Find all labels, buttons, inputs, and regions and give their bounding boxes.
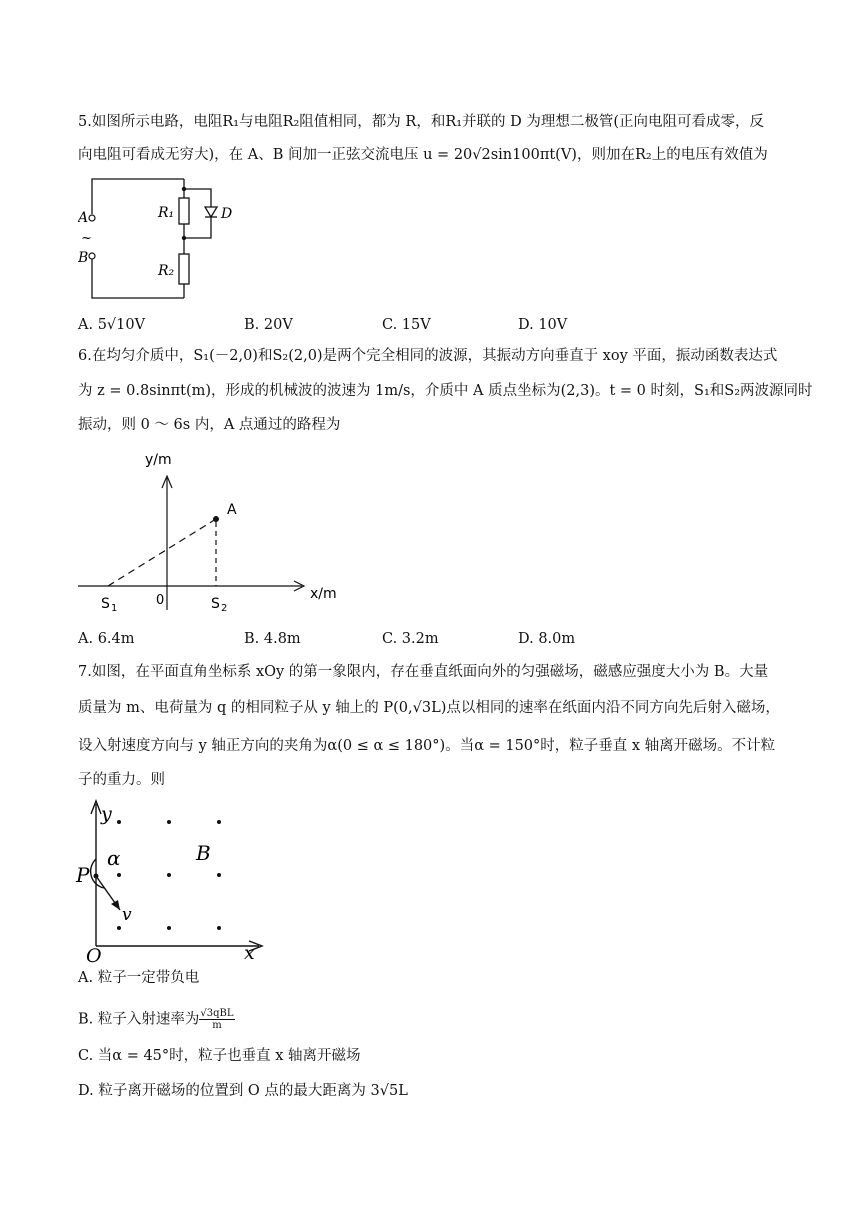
field-b-label: B (196, 841, 211, 865)
q5-option-a: A. 5√10V (78, 317, 146, 333)
velocity-label: v (122, 905, 132, 925)
fraction-numerator: √3qBL (200, 1008, 234, 1019)
y-axis-label: y/m (145, 452, 172, 468)
q6-option-b: B. 4.8m (244, 631, 301, 647)
q6-coordinate-figure (70, 448, 360, 618)
q7-stem-line2: 质量为 m、电荷量为 q 的相同粒子从 y 轴上的 P(0,√3L)点以相同的速率在纸面内沿不同方向先后射入磁场， (78, 700, 780, 716)
q5-option-c: C. 15V (382, 317, 431, 333)
x-axis-label: x/m (310, 586, 337, 602)
q7-stem-line1: 7.如图，在平面直角坐标系 xOy 的第一象限内，存在垂直纸面向外的匀强磁场，磁感应强度大小为 B。大量 (78, 664, 769, 680)
label-R2: R₂ (158, 263, 175, 279)
q7-magnetic-field-figure (74, 796, 274, 966)
q7-option-b-fraction (199, 1008, 234, 1031)
s1-subscript: 1 (111, 603, 118, 614)
label-R1: R₁ (158, 205, 175, 221)
fraction-denominator: m (212, 1020, 222, 1031)
q7-option-d: D. 粒子离开磁场的位置到 O 点的最大距离为 3√5L (78, 1083, 408, 1099)
q6-stem-line2: 为 z = 0.8sinπt(m)，形成的机械波的波速为 1m/s，介质中 A 质点坐标为(2,3)。t = 0 时刻，S₁和S₂两波源同时 (78, 383, 813, 399)
label-B: B (78, 250, 89, 266)
q5-stem-line1: 5.如图所示电路，电阻R₁与电阻R₂阻值相同，都为 R，和R₁并联的 D 为理想二极管(正向电阻可看成零，反 (78, 114, 765, 130)
q7-option-b-text: B. 粒子入射速率为 (78, 1011, 200, 1028)
x-label: x (244, 942, 255, 964)
q5-option-d: D. 10V (518, 317, 568, 333)
q5-stem-line2: 向电阻可看成无穷大)，在 A、B 间加一正弦交流电压 u = 20√2sin100πt(V)，则加在R₂上的电压有效值为 (78, 147, 768, 163)
q6-option-a: A. 6.4m (78, 631, 135, 647)
q6-stem-line1: 6.在均匀介质中，S₁(－2,0)和S₂(2,0)是两个完全相同的波源，其振动方向垂直于 xoy 平面，振动函数表达式 (78, 348, 778, 364)
y-label: y (101, 803, 112, 825)
q6-stem-line3: 振动，则 0 ～ 6s 内，A 点通过的路程为 (78, 417, 341, 433)
q7-option-a: A. 粒子一定带负电 (78, 970, 200, 986)
s1-label: S (101, 596, 110, 612)
origin-label: 0 (156, 593, 165, 608)
q7-stem-line3: 设入射速度方向与 y 轴正方向的夹角为α(0 ≤ α ≤ 180°)。当α = 150°时，粒子垂直 x 轴离开磁场。不计粒 (78, 738, 776, 754)
point-p-label: P (76, 863, 90, 887)
label-D: D (221, 206, 233, 222)
q7-option-c: C. 当α = 45°时，粒子也垂直 x 轴离开磁场 (78, 1048, 361, 1064)
q6-option-c: C. 3.2m (382, 631, 439, 647)
origin-o-label: O (86, 945, 102, 966)
q6-option-d: D. 8.0m (518, 631, 576, 647)
point-a-label: A (227, 502, 237, 518)
alpha-label: α (107, 846, 121, 870)
s2-subscript: 2 (221, 603, 228, 614)
s2-label: S (211, 596, 220, 612)
q5-circuit-diagram (78, 172, 248, 304)
q7-option-b (78, 1008, 235, 1031)
q7-stem-line4: 子的重力。则 (78, 772, 165, 788)
q5-option-b: B. 20V (244, 317, 293, 333)
label-A: A (78, 210, 89, 226)
label-tilde: ~ (81, 231, 92, 246)
